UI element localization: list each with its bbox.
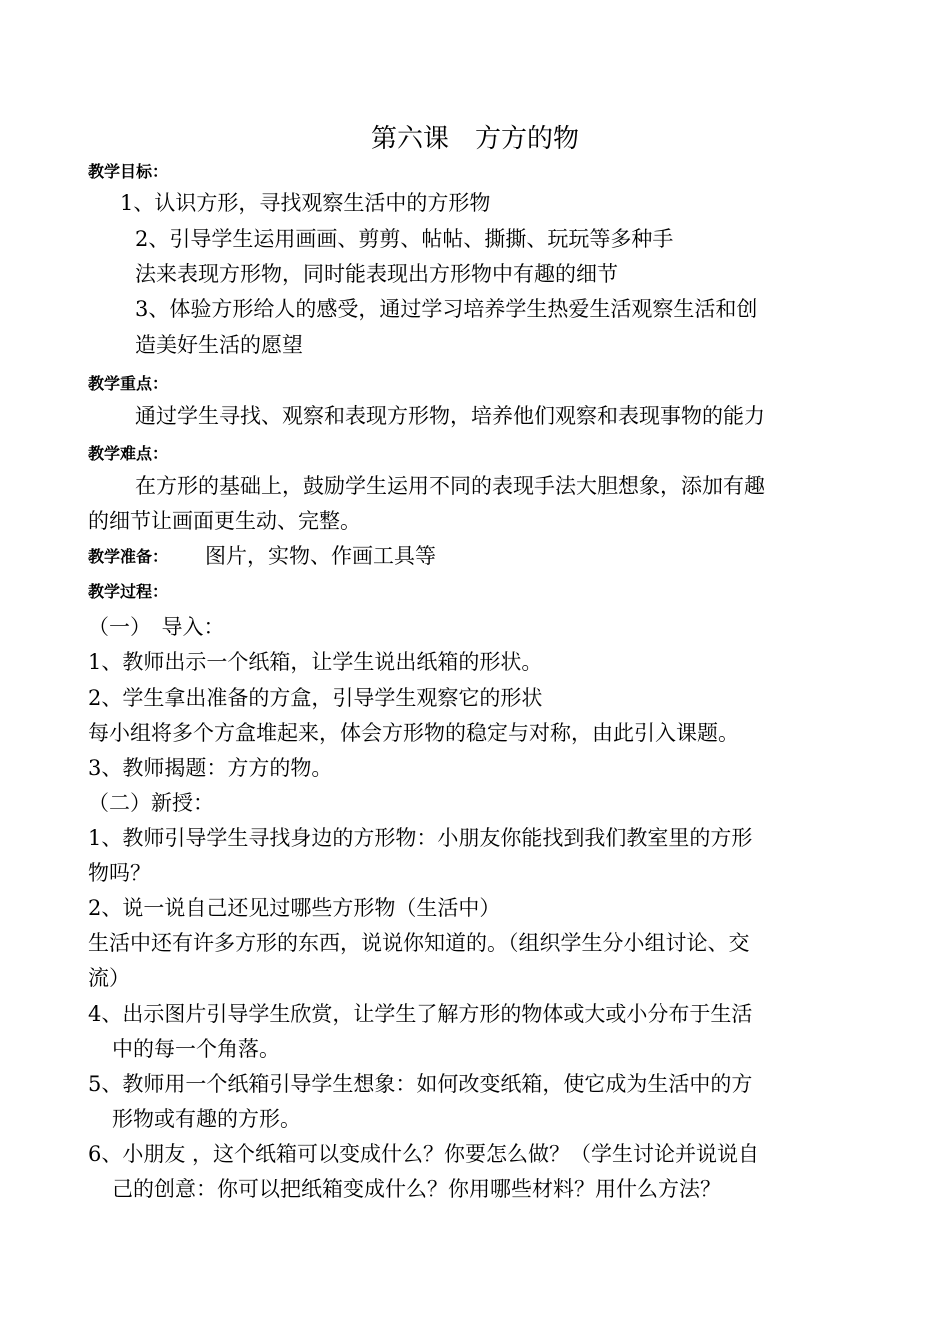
preparation-heading: 教学准备：	[88, 547, 169, 566]
objective-item-1: 1、认识方形，寻找观察生活中的方形物	[120, 191, 491, 215]
difficulties-line-2: 的细节让画面更生动、完整。	[88, 509, 361, 533]
section-2-item-4-line-1: 4、出示图片引导学生欣赏，让学生了解方形的物体或大或小分布于生活	[88, 1002, 753, 1026]
section-2-item-1-line-1: 1、教师引导学生寻找身边的方形物：小朋友你能找到我们教室里的方形	[88, 826, 753, 850]
section-2-item-5-line-2: 形物或有趣的方形。	[112, 1107, 301, 1131]
section-2-item-5-line-1: 5、教师用一个纸箱引导学生想象：如何改变纸箱，使它成为生活中的方	[88, 1072, 753, 1096]
section-1-title: （一） 导入：	[88, 615, 225, 639]
key-points-text: 通过学生寻找、观察和表现方形物，培养他们观察和表现事物的能力	[135, 404, 765, 428]
section-2-item-1-line-2: 物吗？	[88, 861, 151, 885]
objective-item-3-line-1: 3、体验方形给人的感受，通过学习培养学生热爱生活观察生活和创	[135, 297, 758, 321]
section-1-item-2-cont: 每小组将多个方盒堆起来，体会方形物的稳定与对称，由此引入课题。	[88, 721, 739, 745]
section-2-item-2-cont-line-1: 生活中还有许多方形的东西，说说你知道的。（组织学生分小组讨论、交	[88, 931, 750, 955]
section-1-item-3: 3、教师揭题：方方的物。	[88, 756, 333, 780]
objective-item-2-line-2: 法来表现方形物，同时能表现出方形物中有趣的细节	[135, 262, 618, 286]
section-2-item-6-line-2: 己的创意：你可以把纸箱变成什么？你用哪些材料？用什么方法？	[112, 1177, 721, 1201]
process-heading: 教学过程：	[88, 582, 169, 601]
preparation-text: 图片，实物、作画工具等	[205, 544, 436, 568]
section-2-item-4-line-2: 中的每一个角落。	[112, 1037, 280, 1061]
section-2-item-2-cont-line-2: 流）	[88, 966, 130, 990]
objectives-heading: 教学目标：	[88, 162, 169, 181]
objective-item-3-line-2: 造美好生活的愿望	[135, 333, 303, 357]
section-2-item-2: 2、说一说自己还见过哪些方形物（生活中）	[88, 896, 501, 920]
section-1-item-1: 1、教师出示一个纸箱，让学生说出纸箱的形状。	[88, 650, 543, 674]
objective-item-2-line-1: 2、引导学生运用画画、剪剪、帖帖、撕撕、玩玩等多种手	[135, 227, 674, 251]
difficulties-line-1: 在方形的基础上，鼓励学生运用不同的表现手法大胆想象，添加有趣	[135, 474, 765, 498]
difficulties-heading: 教学难点：	[88, 444, 169, 463]
section-2-item-6-line-1: 6、小朋友 ，这个纸箱可以变成什么？你要怎么做？（学生讨论并说说自	[88, 1142, 760, 1166]
page-title: 第六课 方方的物	[370, 124, 579, 154]
key-points-heading: 教学重点：	[88, 374, 169, 393]
section-2-title: （二）新授：	[88, 791, 214, 815]
section-1-item-2: 2、学生拿出准备的方盒，引导学生观察它的形状	[88, 686, 543, 710]
